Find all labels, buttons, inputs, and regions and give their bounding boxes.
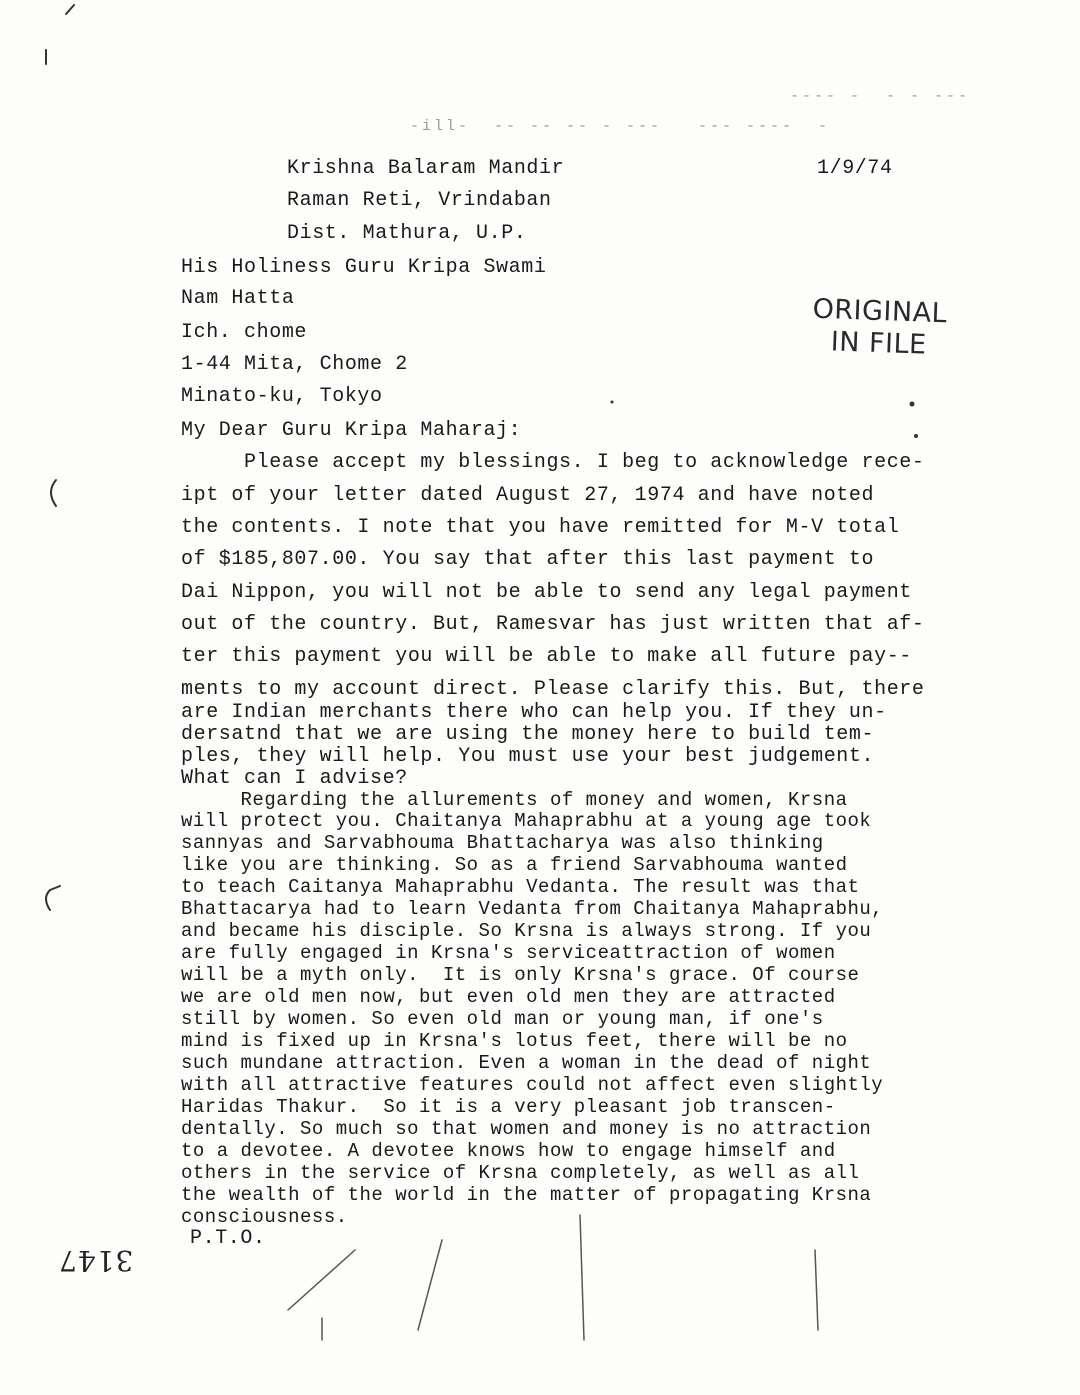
faint-header-text: -ill- -- -- -- - --- --- ---- - bbox=[410, 118, 831, 135]
recipient-line-1: His Holiness Guru Kripa Swami bbox=[181, 256, 547, 279]
scratch-mark bbox=[580, 1215, 584, 1340]
sender-line-3: Dist. Mathura, U.P. bbox=[287, 222, 527, 245]
paragraph-line: will protect you. Chaitanya Mahaprabhu at a young age took bbox=[181, 810, 872, 832]
left-hook-mark bbox=[46, 886, 60, 910]
paragraph-line: we are old men now, but even old men they are attracted bbox=[181, 986, 836, 1008]
corner-tick-mark bbox=[66, 5, 74, 14]
paragraph-line: ipt of your letter dated August 27, 1974 and have noted bbox=[181, 484, 875, 507]
paragraph-line: and became his disciple. So Krsna is always strong. If you bbox=[181, 920, 872, 942]
letter-date: 1/9/74 bbox=[817, 157, 893, 180]
paragraph-line: mind is fixed up in Krsna's lotus feet, there will be no bbox=[181, 1030, 848, 1052]
paragraph-line: are fully engaged in Krsna's serviceattraction of women bbox=[181, 942, 836, 964]
paragraph-line: out of the country. But, Ramesvar has just written that af- bbox=[181, 613, 925, 636]
paragraph-line: dersatnd that we are using the money here to build tem- bbox=[181, 723, 875, 746]
paragraph-line: ments to my account direct. Please clarify this. But, there bbox=[181, 678, 925, 701]
sender-line-2: Raman Reti, Vrindaban bbox=[287, 189, 552, 212]
pto-closing: P.T.O. bbox=[190, 1227, 266, 1250]
paragraph-line: ter this payment you will be able to make all future pay-- bbox=[181, 645, 912, 668]
stamp-line-2: IN FILE bbox=[830, 326, 928, 361]
scratch-mark bbox=[418, 1240, 442, 1330]
sender-line-1: Krishna Balaram Mandir bbox=[287, 157, 565, 180]
paragraph-line: such mundane attraction. Even a woman in the dead of night bbox=[181, 1052, 872, 1074]
recipient-line-3: Ich. chome bbox=[181, 321, 308, 344]
stamp-line-1: ORIGINAL bbox=[812, 293, 948, 330]
dot-mark bbox=[611, 401, 614, 404]
paragraph-line: still by women. So even old man or young man, if one's bbox=[181, 1008, 824, 1030]
paragraph-line: What can I advise? bbox=[181, 767, 408, 790]
faint-reference-text: ---- - - - --- bbox=[790, 88, 971, 105]
paragraph-line: Regarding the allurements of money and women, Krsna bbox=[181, 789, 848, 811]
paragraph-line: like you are thinking. So as a friend Sarvabhouma wanted bbox=[181, 854, 848, 876]
paragraph-line: will be a myth only. It is only Krsna's grace. Of course bbox=[181, 964, 860, 986]
recipient-line-5: Minato-ku, Tokyo bbox=[181, 385, 383, 408]
paragraph-line: ples, they will help. You must use your best judgement. bbox=[181, 745, 875, 768]
margin-handwritten-number: 3147 bbox=[58, 1244, 134, 1277]
dot-mark bbox=[914, 434, 918, 438]
paragraph-line: Please accept my blessings. I beg to acknowledge rece- bbox=[181, 451, 925, 474]
paragraph-line: sannyas and Sarvabhouma Bhattacharya was also thinking bbox=[181, 832, 824, 854]
paragraph-line: with all attractive features could not affect even slightly bbox=[181, 1074, 884, 1096]
paragraph-line: the wealth of the world in the matter of propagating Krsna bbox=[181, 1184, 872, 1206]
paragraph-line: dentally. So much so that women and money is no attraction bbox=[181, 1118, 872, 1140]
paragraph-line: of $185,807.00. You say that after this last payment to bbox=[181, 548, 875, 571]
dot-mark bbox=[910, 402, 915, 407]
recipient-line-2: Nam Hatta bbox=[181, 287, 295, 310]
salutation: My Dear Guru Kripa Maharaj: bbox=[181, 419, 522, 442]
paragraph-line: Haridas Thakur. So it is a very pleasant job transcen- bbox=[181, 1096, 836, 1118]
scratch-mark bbox=[815, 1250, 818, 1330]
paragraph-line: are Indian merchants there who can help you. If they un- bbox=[181, 701, 887, 724]
paragraph-line: to teach Caitanya Mahaprabhu Vedanta. The result was that bbox=[181, 876, 860, 898]
paragraph-line: Bhattacarya had to learn Vedanta from Chaitanya Mahaprabhu, bbox=[181, 898, 884, 920]
scratch-mark bbox=[288, 1250, 355, 1310]
recipient-line-4: 1-44 Mita, Chome 2 bbox=[181, 353, 408, 376]
paragraph-line: the contents. I note that you have remitted for M-V total bbox=[181, 516, 900, 539]
left-paren-mark bbox=[51, 480, 56, 506]
paragraph-line: Dai Nippon, you will not be able to send any legal payment bbox=[181, 581, 912, 604]
paragraph-line: to a devotee. A devotee knows how to engage himself and bbox=[181, 1140, 836, 1162]
paragraph-line: others in the service of Krsna completely, as well as all bbox=[181, 1162, 860, 1184]
paragraph-line: consciousness. bbox=[181, 1206, 348, 1228]
